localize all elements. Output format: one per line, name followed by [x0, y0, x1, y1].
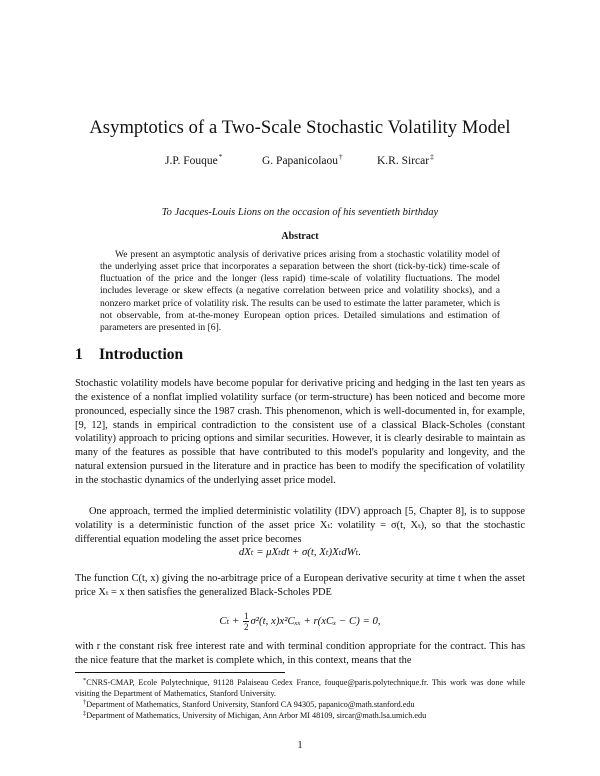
equation-black-scholes-pde: Cₜ + $\frac{1}{2}$ σ²(t, x)x²Cₓₓ + r(xCₓ − C) = 0,	[219, 611, 381, 632]
abstract-text: We present an asymptotic analysis of derivative prices arising from a stochastic volatility model of the underlying asset price that incorporates a separation between the short (tick-by-tick) time-scale of fluctuation of the price and the longer (less rapid) time-scale of volatility fluctuations. The model includes leverage or skew effects (a negative correlation between price and volatility shocks), and a nonzero market price of volatility risk. The results can be used to estimate the latter parameter, which is not observable, from at-the-money European option prices. Detailed simulations and estimation of parameters are presented in [6].	[100, 249, 500, 333]
section-title: Introduction	[99, 346, 184, 363]
intro-paragraph-1: Stochastic volatility models have become popular for derivative pricing and hedging in the last ten years as the existence of a nonflat implied volatility surface (or term-structure) has been noticed and become more pronounced, especially since the 1987 crash. This phenomenon, which is well-documented in, for example, [9, 12], stands in empirical contradiction to the consistent use of a classical Black-Scholes (constant volatility) approach to pricing options and similar securities. However, it is clearly desirable to maintain as many of the features as possible that have contributed to this model's popularity and longevity, and the natural extension pursued in the literature and in practice has been to modify the specification of volatility in the stochastic dynamics of the underlying asset price model.	[75, 378, 525, 486]
equation-sde: dXₜ = μXₜdt + σ(t, Xₜ)XₜdWₜ.	[238, 546, 362, 558]
footnote-rule	[75, 672, 285, 673]
section-heading	[75, 346, 183, 364]
footnote-1: *CNRS-CMAP, Ecole Polytechnique, 91128 Palaiseau Cedex France, fouque@paris.polytechnique.fr. This work was done while visiting the Department of Mathematics, Stanford University.	[75, 677, 525, 698]
footnote-3: ‡Department of Mathematics, University of Michigan, Ann Arbor MI 48109, sircar@math.lsa.umich.edu	[83, 710, 427, 720]
author-papanicolaou: G. Papanicolaou†	[262, 152, 343, 167]
fraction-one-half: $\frac{1}{2}$	[243, 611, 249, 632]
intro-paragraph-4: with r the constant risk free interest rate and with terminal condition appropriate for the contract. This has the nice feature that the market is complete which, in this context, means that the	[75, 641, 525, 666]
section-number: 1	[75, 346, 83, 363]
footnote-2: †Department of Mathematics, Stanford University, Stanford CA 94305, papanico@math.stanford.edu	[83, 699, 415, 709]
author-sircar: K.R. Sircar‡	[377, 152, 434, 167]
paper-title: Asymptotics of a Two-Scale Stochastic Volatility Model	[89, 118, 511, 138]
author-list	[0, 152, 600, 168]
author-fouque: J.P. Fouque*	[165, 152, 223, 167]
intro-paragraph-2: One approach, termed the implied deterministic volatility (IDV) approach [5, Chapter 8], is to suppose volatility is a deterministic function of the asset price Xₜ: volatility = σ(t, Xₜ), so that the stochastic differential equation modeling the asset price becomes	[75, 506, 525, 545]
abstract-heading: Abstract	[281, 231, 319, 242]
intro-paragraph-3: The function C(t, x) giving the no-arbitrage price of a European derivative security at time t when the asset price Xₜ = x then satisfies the generalized Black-Scholes PDE	[75, 573, 525, 598]
page-number: 1	[297, 740, 303, 751]
dedication: To Jacques-Louis Lions on the occasion of his seventieth birthday	[161, 207, 439, 218]
